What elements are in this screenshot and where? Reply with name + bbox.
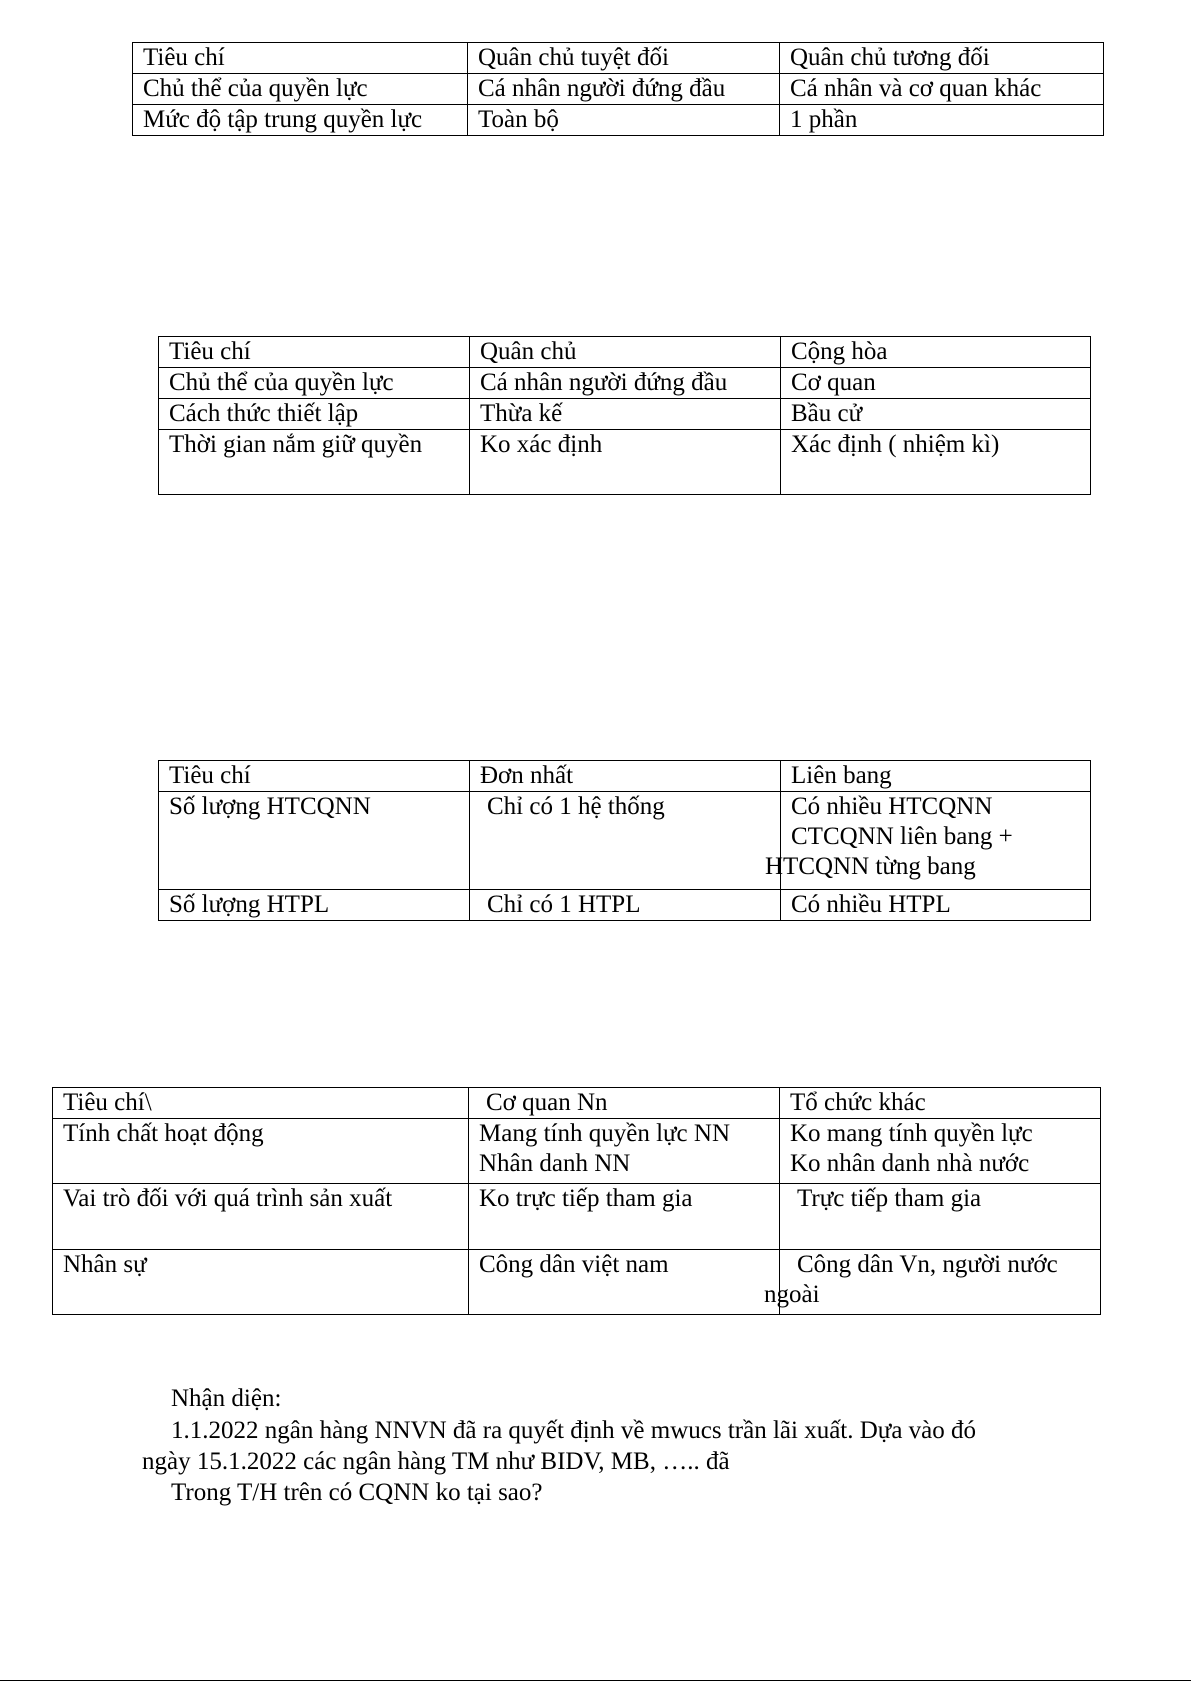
table-monarchy-vs-republic (158, 336, 1091, 495)
table-cell: Tiêu chí (159, 337, 470, 368)
cell-text-line: Ko mang tính quyền lực (790, 1120, 1033, 1147)
table-cell: Tiêu chí (159, 761, 470, 792)
cell-text: Chỉ có 1 hệ thống (487, 793, 665, 820)
table-cell: Cá nhân và cơ quan khác (780, 74, 1104, 105)
cell-text-line: ngoài (764, 1281, 820, 1308)
table-cell: Thời gian nắm giữ quyền (159, 430, 470, 495)
table-row (53, 1184, 1101, 1250)
table-absolute-vs-relative-monarchy (132, 42, 1104, 136)
table-row (133, 43, 1104, 74)
table-cell: Quân chủ tương đối (780, 43, 1104, 74)
table-cell (469, 1088, 780, 1119)
paragraph-question: Trong T/H trên có CQNN ko tại sao? (171, 1479, 543, 1506)
table-cell (764, 1250, 1101, 1315)
cell-text-line: Công dân Vn, người nước (797, 1251, 1058, 1278)
table-row (159, 761, 1091, 792)
paragraph-line: 1.1.2022 ngân hàng NNVN đã ra quyết định về mwucs trần lãi xuất. Dựa vào đó (171, 1417, 977, 1444)
table-row (53, 1250, 1101, 1315)
table-cell: Quân chủ tuyệt đối (468, 43, 780, 74)
table-cell: Toàn bộ (468, 105, 780, 136)
cell-text-line: Mang tính quyền lực NN (479, 1120, 731, 1147)
table-cell: Tiêu chí\ (53, 1088, 469, 1119)
table-row (133, 74, 1104, 105)
page-bottom-divider (0, 1680, 1191, 1681)
table-cell: Chủ thể của quyền lực (159, 368, 470, 399)
table-cell (470, 890, 781, 921)
table-cell: Công dân việt nam (469, 1250, 780, 1315)
table-cell: Quân chủ (470, 337, 781, 368)
table-cell: Số lượng HTPL (159, 890, 470, 921)
table-cell (470, 792, 781, 890)
table-row (53, 1088, 1101, 1119)
table-cell: Cá nhân người đứng đầu (470, 368, 781, 399)
table-cell: Tính chất hoạt động (53, 1119, 469, 1184)
table-cell: Liên bang (781, 761, 1091, 792)
cell-text-line: HTCQNN từng bang (765, 853, 976, 880)
table-cell (780, 1119, 1101, 1184)
cell-text: Trực tiếp tham gia (797, 1185, 982, 1212)
table-cell (469, 1119, 780, 1184)
table-cell: Ko trực tiếp tham gia (469, 1184, 780, 1250)
table-cell: Có nhiều HTPL (781, 890, 1091, 921)
table-row (159, 430, 1091, 495)
table-cell: Bầu cử (781, 399, 1091, 430)
paragraph-line: ngày 15.1.2022 các ngân hàng TM như BIDV, MB, ….. đã (142, 1448, 730, 1475)
cell-text-line: Ko nhân danh nhà nước (790, 1150, 1030, 1177)
table-cell: Tiêu chí (133, 43, 468, 74)
table-row (159, 399, 1091, 430)
cell-text-line: Nhân danh NN (479, 1150, 631, 1177)
table-row (53, 1119, 1101, 1184)
table-row (159, 368, 1091, 399)
table-cell: Mức độ tập trung quyền lực (133, 105, 468, 136)
table-cell: 1 phần (780, 105, 1104, 136)
table-cell: Cơ quan (781, 368, 1091, 399)
table-state-agency-vs-other-org (52, 1087, 1101, 1315)
table-cell: Vai trò đối với quá trình sản xuất (53, 1184, 469, 1250)
table-cell (765, 792, 1091, 890)
cell-text-line: CTCQNN liên bang + (791, 823, 1013, 850)
table-cell: Nhân sự (53, 1250, 469, 1315)
table-cell: Thừa kế (470, 399, 781, 430)
table-cell (780, 1184, 1101, 1250)
cell-text-line: Có nhiều HTCQNN (791, 793, 993, 820)
table-cell: Ko xác định (470, 430, 781, 495)
cell-text: Cơ quan Nn (486, 1089, 608, 1116)
table-cell: Cộng hòa (781, 337, 1091, 368)
table-cell: Đơn nhất (470, 761, 781, 792)
table-cell: Số lượng HTCQNN (159, 792, 470, 890)
table-row (159, 337, 1091, 368)
table-cell: Tổ chức khác (780, 1088, 1101, 1119)
table-cell: Cá nhân người đứng đầu (468, 74, 780, 105)
table-unitary-vs-federal (158, 760, 1091, 921)
table-cell: Xác định ( nhiệm kì) (781, 430, 1091, 495)
table-cell: Cách thức thiết lập (159, 399, 470, 430)
table-row (159, 890, 1091, 921)
table-row (159, 792, 1091, 890)
paragraph-heading: Nhận diện: (171, 1385, 282, 1412)
table-row (133, 105, 1104, 136)
table-cell: Chủ thể của quyền lực (133, 74, 468, 105)
cell-text: Chỉ có 1 HTPL (487, 891, 641, 918)
